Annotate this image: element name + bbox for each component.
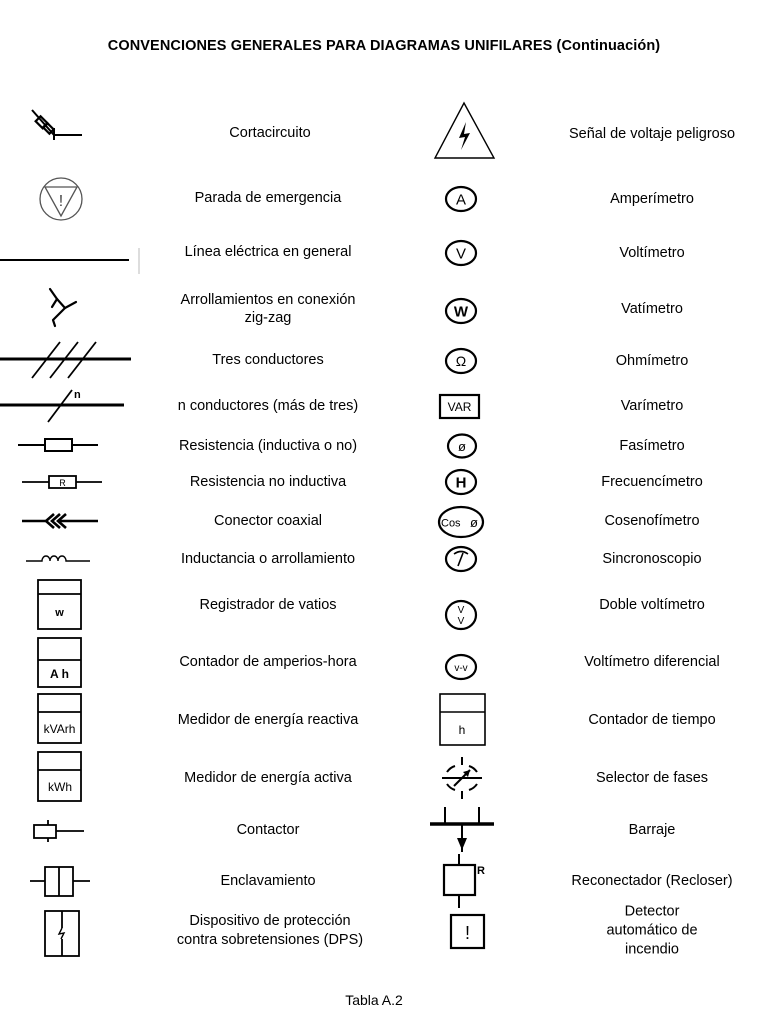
coaxial-connector-icon	[22, 510, 102, 532]
surge-protector-icon	[42, 908, 82, 960]
hour-meter-icon	[438, 692, 488, 748]
double-voltmeter-v-bottom: V	[457, 616, 465, 627]
phase-meter-phi: ø	[458, 439, 466, 454]
label-dps: Dispositivo de protección contra sobretensiones (DPS)	[176, 913, 364, 948]
n-conductors-icon	[0, 386, 134, 426]
label-conector-coaxial: Conector coaxial	[214, 513, 322, 529]
non-inductive-r: R	[59, 478, 66, 488]
contactor-icon	[30, 818, 86, 846]
label-sincronoscopio: Sincronoscopio	[602, 551, 702, 567]
label-detector-incendio: Detector automático de incendio	[606, 903, 698, 958]
three-conductors-icon	[0, 338, 134, 382]
active-energy-meter-icon	[36, 750, 84, 804]
label-arrollamientos-zigzag: Arrollamientos en conexión zig-zag	[180, 292, 356, 326]
label-parada-emergencia: Parada de emergencia	[194, 190, 342, 206]
ammeter-a: A	[455, 191, 467, 209]
power-line-icon	[0, 244, 142, 278]
non-inductive-resistor-icon	[22, 472, 104, 492]
frequency-meter-h: H	[455, 474, 467, 492]
label-contador-amperios-hora: Contador de amperios-hora	[179, 654, 357, 670]
label-reconectador: Reconectador (Recloser)	[571, 873, 733, 889]
label-cosenofimetro: Cosenofímetro	[604, 513, 700, 529]
emergency-stop-icon	[38, 176, 84, 222]
voltmeter-icon	[444, 238, 478, 268]
label-registrador-vatios: Registrador de vatios	[199, 597, 337, 613]
label-n-conductores: n conductores (más de tres)	[177, 398, 359, 414]
label-resistencia: Resistencia (inductiva o no)	[178, 438, 358, 454]
label-energia-activa: Medidor de energía activa	[184, 770, 352, 786]
label-vatimetro: Vatímetro	[621, 301, 683, 317]
n-conductors-label: n	[74, 389, 81, 401]
label-voltimetro: Voltímetro	[619, 245, 685, 261]
power-factor-cos: Cos	[441, 517, 461, 530]
label-varimetro: Varímetro	[620, 398, 684, 414]
ohmmeter-omega: Ω	[455, 353, 467, 369]
label-frecuencimetro: Frecuencímetro	[601, 474, 703, 490]
ampere-hour-text: A h	[50, 667, 69, 681]
label-ohmimetro: Ohmímetro	[615, 353, 689, 369]
label-voltaje-peligroso: Señal de voltaje peligroso	[568, 126, 736, 142]
varmeter-text: VAR	[447, 400, 472, 414]
wattmeter-w: W	[453, 303, 469, 321]
hour-meter-h: h	[458, 723, 466, 737]
reactive-energy-meter-icon	[36, 692, 84, 746]
ohmmeter-icon	[444, 346, 478, 376]
differential-voltmeter-icon	[444, 652, 478, 682]
frequency-meter-icon	[444, 467, 478, 497]
fire-detector-icon	[448, 912, 488, 952]
label-linea-electrica: Línea eléctrica en general	[184, 244, 352, 260]
phase-meter-icon	[446, 432, 478, 460]
emergency-stop-exclamation: !	[58, 193, 64, 210]
busbar-icon	[428, 804, 498, 856]
differential-voltmeter-text: v-v	[454, 663, 468, 674]
inductor-icon	[26, 548, 92, 566]
label-cortacircuito: Cortacircuito	[229, 125, 311, 141]
label-energia-reactiva: Medidor de energía reactiva	[177, 712, 359, 728]
varmeter-icon	[438, 393, 482, 421]
power-factor-phi: ø	[470, 515, 478, 530]
label-doble-voltimetro: Doble voltímetro	[599, 597, 705, 613]
label-contador-tiempo: Contador de tiempo	[588, 712, 716, 728]
fire-detector-exclamation: !	[464, 923, 471, 943]
zigzag-winding-icon	[40, 286, 86, 332]
power-factor-meter-icon	[436, 504, 488, 540]
wattmeter-icon	[444, 296, 478, 326]
fuse-cutout-icon	[24, 104, 86, 152]
kwh-text: kWh	[48, 780, 72, 794]
ammeter-icon	[444, 184, 478, 214]
page-title: CONVENCIONES GENERALES PARA DIAGRAMAS UNIFILARES (Continuación)	[107, 38, 661, 54]
label-amperimetro: Amperímetro	[610, 191, 694, 207]
kvarh-text: kVArh	[43, 722, 76, 736]
recloser-r: R	[477, 865, 485, 877]
label-resistencia-no-inductiva: Resistencia no inductiva	[189, 474, 347, 490]
label-contactor: Contactor	[236, 822, 300, 838]
watt-recorder-icon	[36, 578, 84, 632]
label-barraje: Barraje	[628, 822, 676, 838]
phase-selector-icon	[440, 756, 484, 800]
watt-recorder-w: w	[55, 607, 64, 619]
label-voltimetro-diferencial: Voltímetro diferencial	[584, 654, 720, 670]
double-voltmeter-v-top: V	[457, 605, 465, 616]
recloser-icon	[438, 852, 494, 910]
voltmeter-v: V	[455, 245, 467, 263]
high-voltage-warning-icon	[432, 100, 498, 162]
resistor-icon	[18, 434, 102, 456]
label-enclavamiento: Enclavamiento	[220, 873, 316, 889]
label-selector-fases: Selector de fases	[595, 770, 709, 786]
label-tres-conductores: Tres conductores	[212, 352, 324, 368]
interlock-icon	[30, 864, 92, 900]
ampere-hour-meter-icon	[36, 636, 84, 690]
label-fasimetro: Fasímetro	[619, 438, 685, 454]
table-caption: Tabla A.2	[345, 992, 403, 1008]
synchroscope-icon	[444, 544, 478, 574]
double-voltmeter-icon	[444, 598, 478, 632]
label-inductancia: Inductancia o arrollamiento	[180, 551, 356, 567]
